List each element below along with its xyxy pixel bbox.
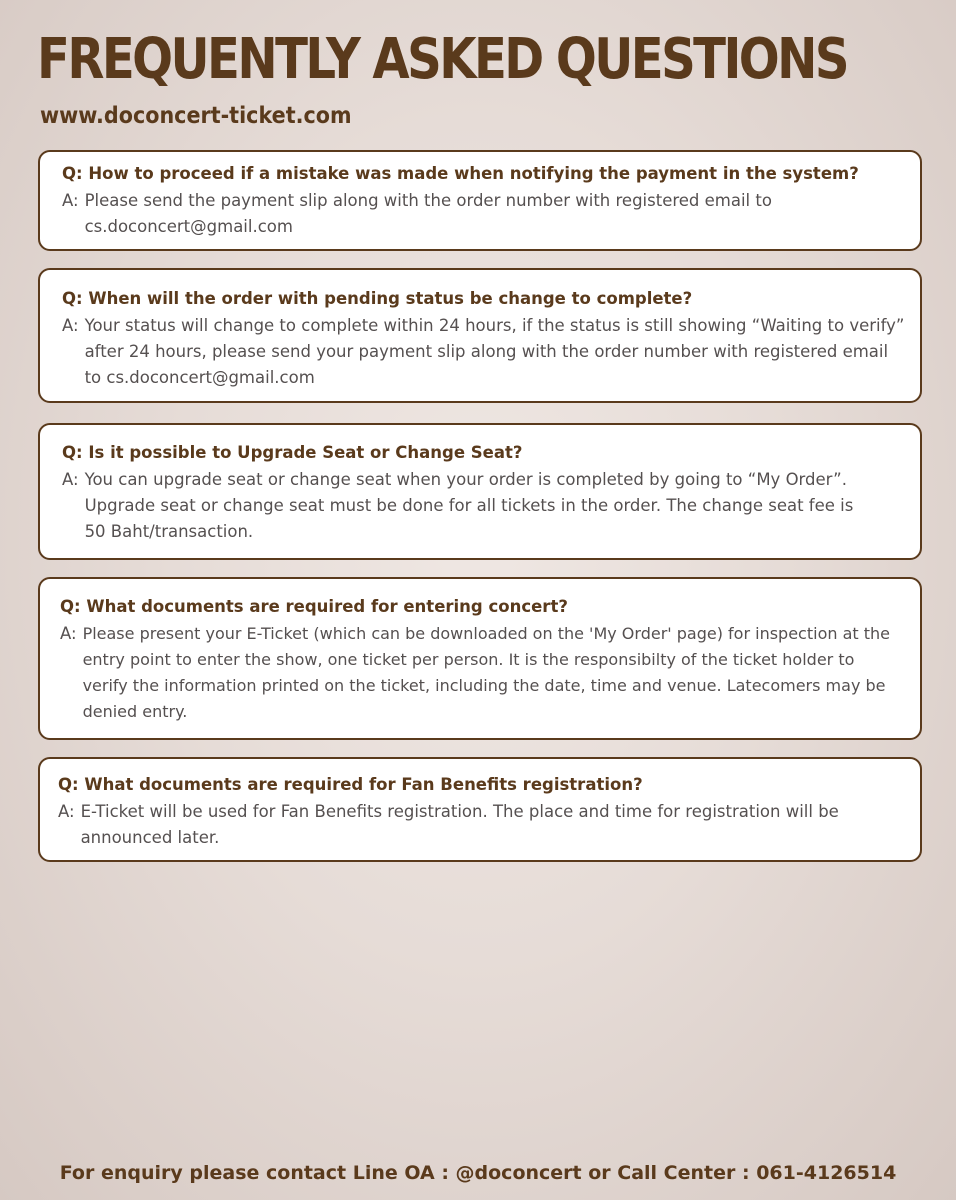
answer-prefix: A:	[62, 470, 79, 489]
faq-question: Q: How to proceed if a mistake was made when notifying the payment in the system?	[62, 164, 859, 183]
faq-card	[38, 757, 922, 862]
faq-card	[38, 423, 922, 560]
faq-answer	[62, 313, 908, 391]
answer-text	[81, 799, 908, 851]
answer-line: You can upgrade seat or change seat when your order is completed by going to “My Order”.	[84, 470, 847, 489]
faq-card	[38, 268, 922, 403]
website-url: www.doconcert-ticket.com	[40, 103, 352, 129]
answer-prefix: A:	[60, 624, 77, 643]
answer-line: announced later.	[80, 828, 220, 847]
answer-line: Please send the payment slip along with the order number with registered email to	[84, 191, 772, 210]
answer-line: Upgrade seat or change seat must be done for all tickets in the order. The change seat fee is	[84, 496, 854, 515]
answer-prefix: A:	[62, 191, 79, 210]
answer-line: Your status will change to complete within 24 hours, if the status is still showing “Waiting to verify”	[84, 316, 905, 335]
faq-answer	[60, 621, 908, 725]
faq-question: Q: What documents are required for Fan Benefits registration?	[58, 775, 643, 794]
answer-line: denied entry.	[82, 702, 188, 721]
answer-line: verify the information printed on the ticket, including the date, time and venue. Latecomers may be	[82, 676, 886, 695]
faq-question: Q: When will the order with pending status be change to complete?	[62, 289, 693, 308]
answer-text	[85, 313, 908, 391]
faq-card	[38, 150, 922, 251]
answer-line: after 24 hours, please send your payment slip along with the order number with registered email	[84, 342, 889, 361]
faq-answer	[62, 188, 908, 240]
answer-prefix: A:	[58, 802, 75, 821]
answer-line: to cs.doconcert@gmail.com	[84, 368, 315, 387]
faq-card	[38, 577, 922, 740]
faq-question: Q: Is it possible to Upgrade Seat or Change Seat?	[62, 443, 523, 462]
answer-text	[85, 188, 908, 240]
faq-answer	[58, 799, 908, 851]
page-title: FREQUENTLY ASKED QUESTIONS	[37, 27, 847, 92]
contact-footer: For enquiry please contact Line OA : @doconcert or Call Center : 061-4126514	[59, 1162, 897, 1184]
answer-line: entry point to enter the show, one ticket per person. It is the responsibilty of the ticket holder to	[82, 650, 855, 669]
answer-text	[85, 467, 908, 545]
answer-line: E-Ticket will be used for Fan Benefits registration. The place and time for registration will be	[80, 802, 839, 821]
answer-line: Please present your E-Ticket (which can be downloaded on the 'My Order' page) for inspection at the	[82, 624, 890, 643]
faq-answer	[62, 467, 908, 545]
answer-line: 50 Baht/transaction.	[84, 522, 254, 541]
answer-prefix: A:	[62, 316, 79, 335]
faq-question: Q: What documents are required for entering concert?	[60, 597, 568, 616]
answer-text	[83, 621, 908, 725]
answer-line: cs.doconcert@gmail.com	[84, 217, 293, 236]
